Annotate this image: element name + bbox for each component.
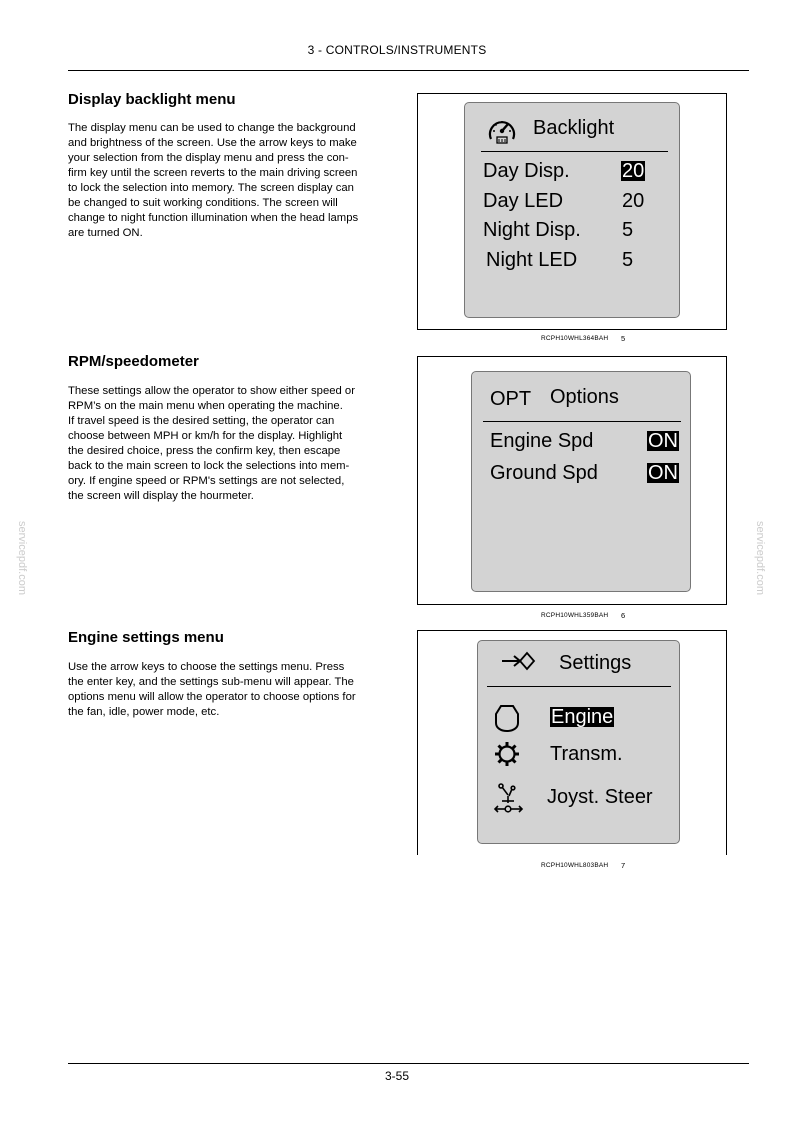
figure-caption-settings: RCPH10WHL803BAH xyxy=(541,862,609,869)
lcd-divider xyxy=(481,151,668,152)
text-line: choose between MPH or km/h for the display. Highlight xyxy=(68,430,343,442)
text-line: These settings allow the operator to show either speed or xyxy=(68,385,355,397)
figure-caption-backlight: RCPH10WHL364BAH xyxy=(541,335,609,342)
menu-item-joyst-steer: Joyst. Steer xyxy=(547,786,653,808)
value-day-led: 20 xyxy=(622,190,645,212)
lcd-screen-settings xyxy=(477,640,680,844)
text-line: change to night function illumination when the head lamps xyxy=(68,212,359,224)
watermark-left: servicepdf.com xyxy=(15,521,28,595)
text-line: The display menu can be used to change the background xyxy=(68,122,356,134)
section-text-rpm xyxy=(68,384,403,504)
text-line: RPM’s on the main menu when operating the machine. xyxy=(68,400,343,412)
toggle-ground-spd: ON xyxy=(648,462,678,484)
lcd-title: Backlight xyxy=(533,117,615,139)
menu-item-engine-spd: Engine Spd xyxy=(490,430,594,452)
joystick-steering-icon xyxy=(492,783,526,820)
speedometer-icon xyxy=(486,115,518,152)
text-line: be changed to suit working conditions. The screen will xyxy=(68,197,338,209)
menu-item-night-led: Night LED xyxy=(486,249,578,271)
value-night-disp: 5 xyxy=(622,219,634,241)
text-line: If travel speed is the desired setting, the operator can xyxy=(68,415,335,427)
section-heading-rpm: RPM/speedometer xyxy=(68,353,199,370)
text-line: to lock the selection into memory. The screen display can xyxy=(68,182,354,194)
text-line: are turned ON. xyxy=(68,227,143,239)
section-text-backlight xyxy=(68,121,403,241)
text-line: your selection from the display menu and press the con- xyxy=(68,152,349,164)
lcd-prefix-opt: OPT xyxy=(490,388,532,410)
text-line: and brightness of the screen. Use the arrow keys to make xyxy=(68,137,357,149)
text-line: ory. If engine speed or RPM's settings are not selected, xyxy=(68,475,345,487)
lcd-screen-backlight xyxy=(464,102,680,318)
menu-item-transm: Transm. xyxy=(550,743,623,765)
text-line: the desired choice, press the confirm key, then escape xyxy=(68,445,341,457)
text-line: the fan, idle, power mode, etc. xyxy=(68,706,220,718)
lcd-screen-options xyxy=(471,371,691,592)
lcd-title: Options xyxy=(550,386,619,408)
menu-item-engine: Engine xyxy=(551,706,614,728)
text-line: firm key until the screen reverts to the main driving screen xyxy=(68,167,358,179)
header-rule xyxy=(68,70,749,71)
lcd-title: Settings xyxy=(559,652,632,674)
section-text-engine-settings xyxy=(68,660,403,720)
text-line: options menu will allow the operator to choose options for xyxy=(68,691,356,703)
value-night-led: 5 xyxy=(622,249,634,271)
figure-number-backlight: 5 xyxy=(621,334,626,343)
menu-item-night-disp: Night Disp. xyxy=(483,219,581,241)
enter-arrow-icon xyxy=(500,650,536,677)
text-line: Use the arrow keys to choose the settings menu. Press xyxy=(68,661,345,673)
section-heading-engine-settings: Engine settings menu xyxy=(68,629,224,646)
section-heading-backlight: Display backlight menu xyxy=(68,91,236,108)
running-header: 3 - CONTROLS/INSTRUMENTS xyxy=(307,43,487,57)
figure-number-settings: 7 xyxy=(621,861,626,870)
menu-item-day-led: Day LED xyxy=(483,190,564,212)
text-line: the enter key, and the settings sub-menu will appear. The xyxy=(68,676,354,688)
lcd-divider xyxy=(487,686,671,687)
menu-item-ground-spd: Ground Spd xyxy=(490,462,598,484)
footer-rule xyxy=(68,1063,749,1064)
figure-number-options: 6 xyxy=(621,611,626,620)
figure-caption-options: RCPH10WHL359BAH xyxy=(541,612,609,619)
value-day-disp: 20 xyxy=(622,160,645,182)
toggle-engine-spd: ON xyxy=(648,430,678,452)
menu-item-day-disp: Day Disp. xyxy=(483,160,570,182)
gear-icon xyxy=(493,740,521,773)
text-line: the screen will display the hourmeter. xyxy=(68,490,254,502)
lcd-divider xyxy=(483,421,681,422)
text-line: back to the main screen to lock the selections into mem- xyxy=(68,460,350,472)
watermark-right: servicepdf.com xyxy=(753,521,766,595)
engine-icon xyxy=(492,703,522,738)
page-number: 3-55 xyxy=(384,1069,410,1083)
